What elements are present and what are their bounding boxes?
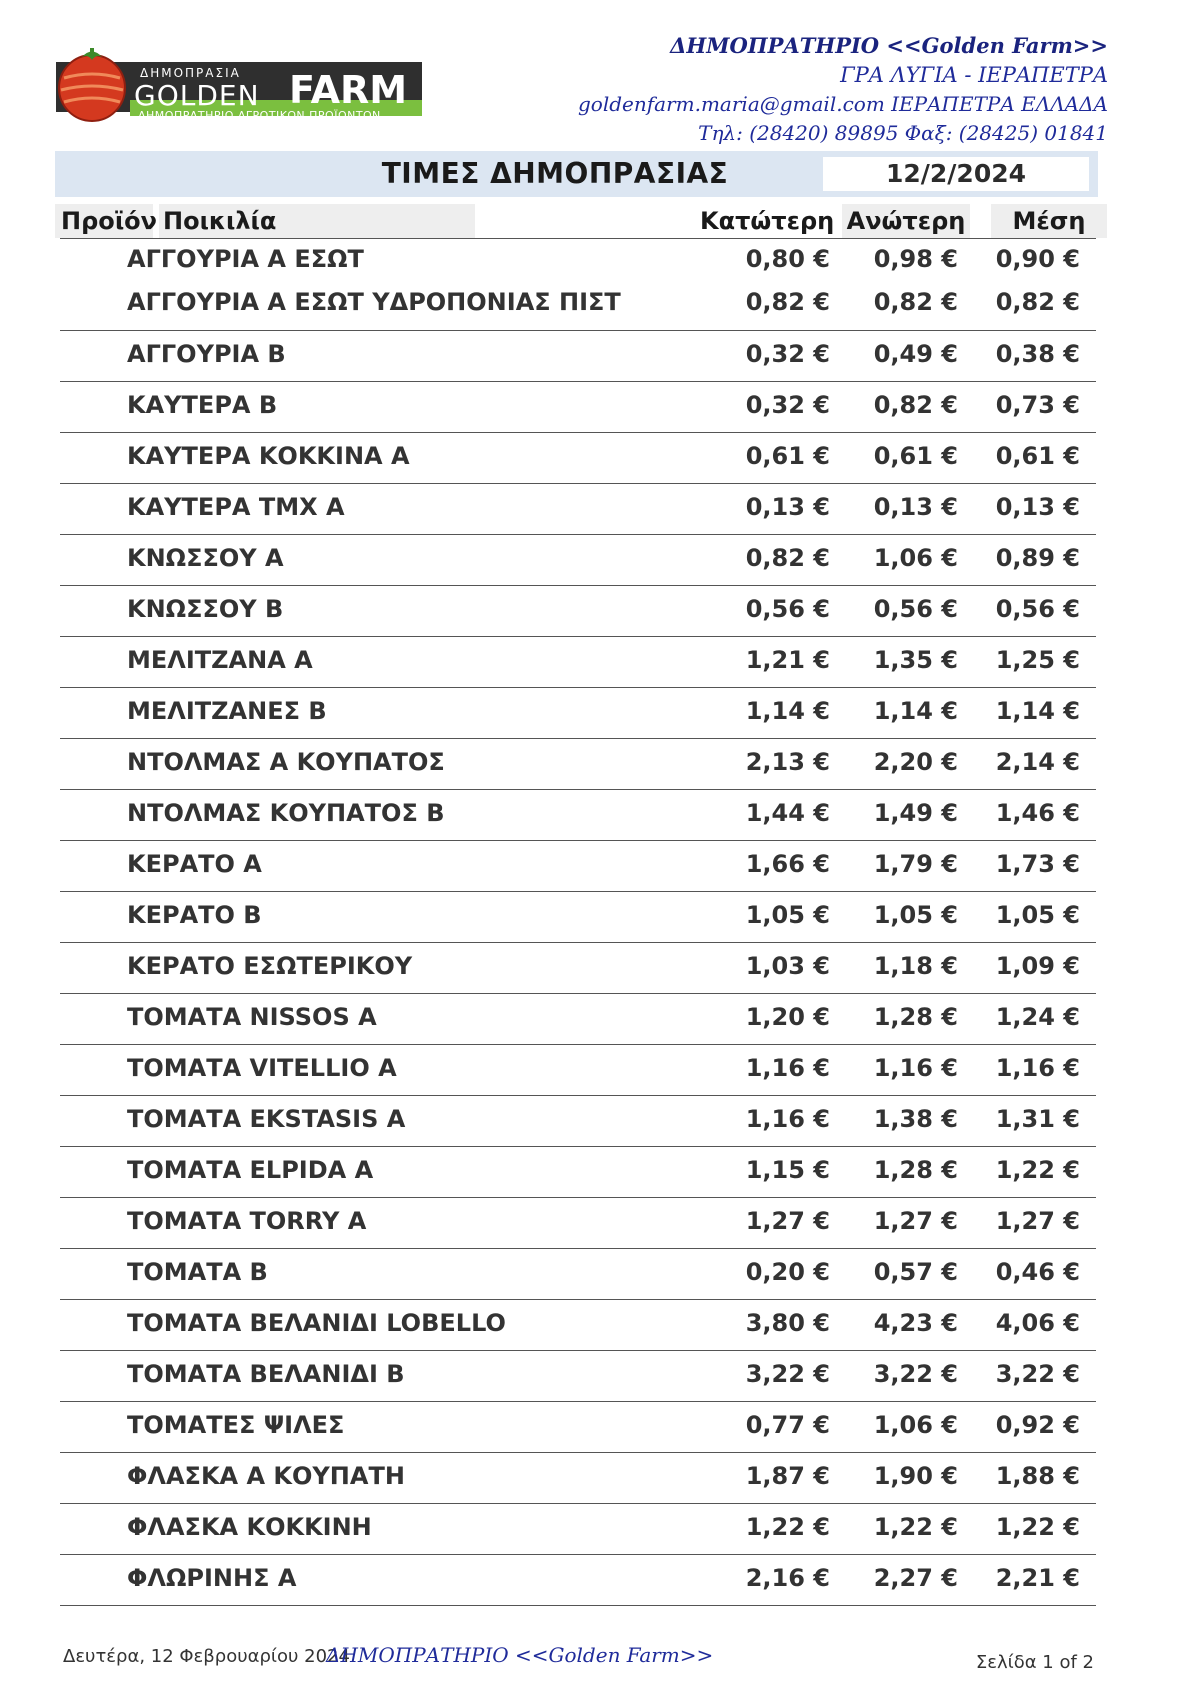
row-price-high: 1,22 € [873,1513,958,1541]
row-divider [60,636,1096,637]
column-header-high: Ανώτερη [842,204,970,238]
footer-date: Δευτέρα, 12 Φεβρουαρίου 2024 [63,1646,350,1667]
row-divider [60,789,1096,790]
row-price-avg: 0,13 € [995,493,1080,521]
row-price-high: 1,14 € [873,697,958,725]
row-variety-name: ΤΟΜΑΤΑ Β [127,1258,268,1286]
row-price-avg: 0,46 € [995,1258,1080,1286]
row-divider [60,483,1096,484]
row-price-low: 0,77 € [745,1411,830,1439]
row-price-low: 1,05 € [745,901,830,929]
row-price-high: 0,82 € [873,288,958,316]
row-divider [60,1503,1096,1504]
column-header-variety: Ποικιλία [159,204,475,238]
row-price-low: 1,66 € [745,850,830,878]
row-price-high: 1,06 € [873,544,958,572]
row-variety-name: ΦΛΩΡΙΝΗΣ Α [127,1564,297,1592]
row-price-high: 0,56 € [873,595,958,623]
row-variety-name: ΦΛΑΣΚΑ ΚΟΚΚΙΝΗ [127,1513,372,1541]
logo-golden-text: GOLDEN [134,79,260,112]
row-price-avg: 1,25 € [995,646,1080,674]
row-price-low: 0,32 € [745,340,830,368]
row-variety-name: ΜΕΛΙΤΖΑΝΑ Α [127,646,313,674]
row-price-avg: 0,73 € [995,391,1080,419]
row-variety-name: ΑΓΓΟΥΡΙΑ Α ΕΣΩΤ [127,245,364,273]
row-variety-name: ΝΤΟΛΜΑΣ Α ΚΟΥΠΑΤΟΣ [127,748,445,776]
auction-date: 12/2/2024 [823,157,1089,191]
row-divider [60,738,1096,739]
row-variety-name: ΦΛΑΣΚΑ Α ΚΟΥΠΑΤΗ [127,1462,405,1490]
row-price-low: 1,44 € [745,799,830,827]
row-price-avg: 1,16 € [995,1054,1080,1082]
row-price-low: 1,14 € [745,697,830,725]
row-price-high: 1,27 € [873,1207,958,1235]
row-divider [60,891,1096,892]
row-price-high: 3,22 € [873,1360,958,1388]
row-divider [60,1146,1096,1147]
column-header-low: Κατώτερη [700,207,835,235]
row-price-low: 1,15 € [745,1156,830,1184]
row-price-avg: 0,61 € [995,442,1080,470]
row-price-avg: 1,73 € [995,850,1080,878]
row-divider [60,534,1096,535]
header-phones: Τηλ: (28420) 89895 Φαξ: (28425) 01841 [698,121,1108,145]
row-price-high: 0,57 € [873,1258,958,1286]
row-price-high: 1,05 € [873,901,958,929]
row-price-high: 1,90 € [873,1462,958,1490]
row-price-high: 0,98 € [873,245,958,273]
footer-page-number: Σελίδα 1 of 2 [975,1652,1094,1673]
row-divider [60,1248,1096,1249]
row-variety-name: ΤΟΜΑΤΑ ΒΕΛΑΝΙΔΙ LOBELLO [127,1309,506,1337]
row-price-high: 0,61 € [873,442,958,470]
row-price-high: 0,49 € [873,340,958,368]
row-price-avg: 0,89 € [995,544,1080,572]
row-divider [60,993,1096,994]
row-price-avg: 3,22 € [995,1360,1080,1388]
logo-farm-text: FARM [289,68,408,112]
row-price-low: 0,20 € [745,1258,830,1286]
row-price-high: 1,38 € [873,1105,958,1133]
row-divider [60,432,1096,433]
row-divider [60,1452,1096,1453]
row-price-high: 2,27 € [873,1564,958,1592]
row-price-avg: 2,14 € [995,748,1080,776]
row-divider [60,1605,1096,1606]
row-price-high: 1,28 € [873,1156,958,1184]
row-price-high: 0,13 € [873,493,958,521]
row-divider [60,381,1096,382]
row-price-low: 2,13 € [745,748,830,776]
row-price-high: 1,16 € [873,1054,958,1082]
row-price-low: 0,82 € [745,544,830,572]
row-price-avg: 1,22 € [995,1513,1080,1541]
row-price-avg: 1,14 € [995,697,1080,725]
row-price-avg: 0,92 € [995,1411,1080,1439]
row-price-high: 1,18 € [873,952,958,980]
row-divider [60,1044,1096,1045]
row-variety-name: ΜΕΛΙΤΖΑΝΕΣ Β [127,697,327,725]
row-price-avg: 4,06 € [995,1309,1080,1337]
row-price-high: 1,35 € [873,646,958,674]
row-price-low: 3,22 € [745,1360,830,1388]
row-variety-name: ΚΝΩΣΣΟΥ Α [127,544,284,572]
row-variety-name: ΤΟΜΑΤΑ TORRY Α [127,1207,367,1235]
row-price-avg: 0,38 € [995,340,1080,368]
page-title: ΤΙΜΕΣ ΔΗΜΟΠΡΑΣΙΑΣ [381,157,729,190]
row-divider [60,840,1096,841]
row-variety-name: ΤΟΜΑΤΕΣ ΨΙΛΕΣ [127,1411,345,1439]
row-variety-name: ΤΟΜΑΤΑ EKSTASIS Α [127,1105,406,1133]
row-price-low: 1,21 € [745,646,830,674]
row-price-high: 1,79 € [873,850,958,878]
row-variety-name: ΝΤΟΛΜΑΣ ΚΟΥΠΑΤΟΣ Β [127,799,445,827]
row-variety-name: ΤΟΜΑΤΑ NISSOS Α [127,1003,377,1031]
row-price-low: 0,80 € [745,245,830,273]
footer-org-name: ΔΗΜΟΠΡΑΤΗΡΙΟ <<Golden Farm>> [326,1643,714,1667]
row-price-high: 2,20 € [873,748,958,776]
logo-auction-label: ΔΗΜΟΠΡΑΣΙΑ [140,66,241,80]
row-price-low: 0,32 € [745,391,830,419]
row-price-low: 0,82 € [745,288,830,316]
row-price-low: 1,27 € [745,1207,830,1235]
row-price-high: 1,06 € [873,1411,958,1439]
row-price-high: 0,82 € [873,391,958,419]
row-price-avg: 1,09 € [995,952,1080,980]
header-location: ΓΡΑ ΛΥΓΙΑ - ΙΕΡΑΠΕΤΡΑ [840,63,1108,87]
row-variety-name: ΚΑΥΤΕΡΑ ΚΟΚΚΙΝΑ Α [127,442,410,470]
row-price-low: 1,16 € [745,1054,830,1082]
row-variety-name: ΚΝΩΣΣΟΥ Β [127,595,284,623]
row-price-low: 1,03 € [745,952,830,980]
column-header-product: Προϊόν [55,204,153,238]
row-price-avg: 0,90 € [995,245,1080,273]
row-price-avg: 1,31 € [995,1105,1080,1133]
row-variety-name: ΚΕΡΑΤΟ Β [127,901,262,929]
row-divider [60,1095,1096,1096]
row-divider [60,1299,1096,1300]
row-divider [60,1554,1096,1555]
row-price-low: 1,87 € [745,1462,830,1490]
row-price-avg: 1,27 € [995,1207,1080,1235]
row-divider [60,1401,1096,1402]
row-price-avg: 2,21 € [995,1564,1080,1592]
row-variety-name: ΚΑΥΤΕΡΑ Β [127,391,278,419]
row-price-avg: 1,24 € [995,1003,1080,1031]
row-variety-name: ΤΟΜΑΤΑ ΒΕΛΑΝΙΔΙ Β [127,1360,405,1388]
row-price-high: 4,23 € [873,1309,958,1337]
header-org-name: ΔΗΜΟΠΡΑΤΗΡΙΟ <<Golden Farm>> [670,33,1108,58]
logo-tagline: ΔΗΜΟΠΡΑΤΗΡΙΟ ΑΓΡΟΤΙΚΩΝ ΠΡΟΪΟΝΤΩΝ [138,109,381,122]
row-variety-name: ΚΕΡΑΤΟ ΕΣΩΤΕΡΙΚΟΥ [127,952,413,980]
row-variety-name: ΤΟΜΑΤΑ VITELLIO Α [127,1054,397,1082]
row-price-low: 1,20 € [745,1003,830,1031]
row-price-high: 1,49 € [873,799,958,827]
header-email-city: goldenfarm.maria@gmail.com ΙΕΡΑΠΕΤΡΑ ΕΛΛΑΔΑ [578,92,1108,116]
row-price-low: 0,61 € [745,442,830,470]
row-price-avg: 1,88 € [995,1462,1080,1490]
row-price-avg: 1,22 € [995,1156,1080,1184]
row-price-high: 1,28 € [873,1003,958,1031]
row-variety-name: ΤΟΜΑΤΑ ELPIDA Α [127,1156,374,1184]
row-variety-name: ΑΓΓΟΥΡΙΑ Α ΕΣΩΤ ΥΔΡΟΠΟΝΙΑΣ ΠΙΣΤ [127,288,621,316]
row-price-low: 0,56 € [745,595,830,623]
row-divider [60,942,1096,943]
row-divider [60,687,1096,688]
row-price-avg: 0,56 € [995,595,1080,623]
row-divider [60,1350,1096,1351]
row-price-avg: 0,82 € [995,288,1080,316]
row-divider [60,330,1096,331]
row-divider [60,1197,1096,1198]
column-header-avg: Μέση [991,204,1107,238]
row-variety-name: ΚΕΡΑΤΟ Α [127,850,262,878]
row-price-low: 1,22 € [745,1513,830,1541]
row-variety-name: ΑΓΓΟΥΡΙΑ Β [127,340,286,368]
row-price-avg: 1,46 € [995,799,1080,827]
row-price-avg: 1,05 € [995,901,1080,929]
row-price-low: 0,13 € [745,493,830,521]
row-variety-name: ΚΑΥΤΕΡΑ ΤΜΧ Α [127,493,345,521]
row-price-low: 1,16 € [745,1105,830,1133]
row-price-low: 3,80 € [745,1309,830,1337]
row-divider [60,585,1096,586]
row-price-low: 2,16 € [745,1564,830,1592]
